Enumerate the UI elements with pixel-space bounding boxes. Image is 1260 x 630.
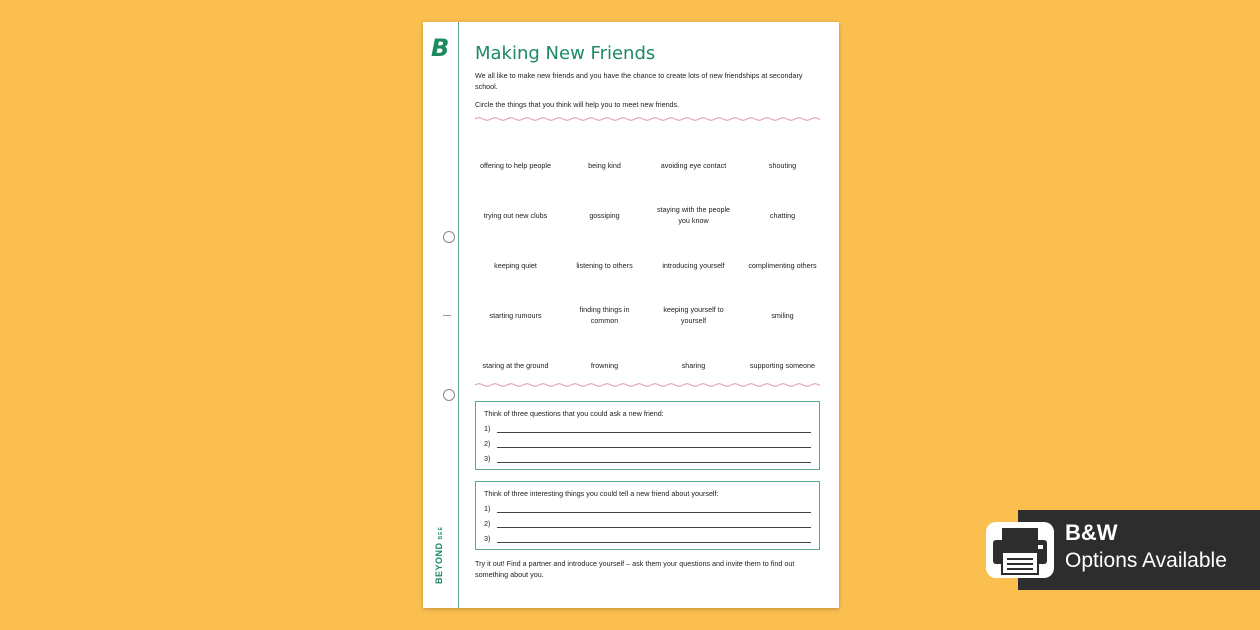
questions-box-title: Think of three questions that you could ask a new friend: bbox=[484, 409, 664, 418]
printer-icon bbox=[982, 518, 1058, 582]
word-cell[interactable]: starting rumours bbox=[489, 310, 542, 320]
word-cell[interactable]: listening to others bbox=[576, 260, 633, 270]
line-number: 1) bbox=[484, 504, 491, 513]
worksheet-page bbox=[423, 22, 839, 608]
word-cell[interactable]: finding things in common bbox=[579, 305, 630, 325]
word-cell[interactable]: gossiping bbox=[589, 210, 620, 220]
intro-text: We all like to make new friends and you have the chance to create lots of new friendships at secondary school. bbox=[475, 71, 803, 91]
word-cell[interactable]: introducing yourself bbox=[662, 260, 725, 270]
line-number: 2) bbox=[484, 439, 491, 448]
bw-options-badge bbox=[1018, 510, 1260, 590]
word-cell[interactable]: trying out new clubs bbox=[483, 210, 548, 220]
word-cell[interactable]: keeping yourself to yourself bbox=[663, 305, 724, 325]
word-cell[interactable]: being kind bbox=[588, 160, 621, 170]
word-cell[interactable]: supporting someone bbox=[749, 360, 816, 370]
instruction-text: Circle the things that you think will help you to meet new friends. bbox=[475, 100, 680, 109]
word-cell[interactable]: staring at the ground bbox=[482, 360, 549, 370]
answer-line[interactable] bbox=[484, 503, 811, 513]
brand-logo: B bbox=[431, 34, 450, 62]
word-cell[interactable]: staying with the people you know bbox=[656, 205, 731, 225]
word-cell[interactable]: shouting bbox=[768, 160, 797, 170]
facts-box-title: Think of three interesting things you could tell a new friend about yourself: bbox=[484, 489, 719, 498]
brand-wordmark: BEYONDBEE bbox=[434, 526, 444, 584]
word-cell[interactable]: avoiding eye contact bbox=[660, 160, 727, 170]
answer-line[interactable] bbox=[484, 453, 811, 463]
facts-box bbox=[475, 481, 820, 550]
word-cell[interactable]: offering to help people bbox=[479, 160, 551, 170]
wavy-divider-bottom bbox=[475, 382, 820, 388]
fold-mark bbox=[443, 315, 451, 316]
line-number: 3) bbox=[484, 534, 491, 543]
questions-box bbox=[475, 401, 820, 470]
badge-subtitle: Options Available bbox=[1065, 549, 1227, 572]
answer-line[interactable] bbox=[484, 438, 811, 448]
word-cell[interactable]: sharing bbox=[681, 360, 706, 370]
answer-line[interactable] bbox=[484, 518, 811, 528]
word-cell[interactable]: keeping quiet bbox=[494, 260, 537, 270]
line-number: 3) bbox=[484, 454, 491, 463]
margin-line bbox=[458, 22, 459, 608]
line-number: 2) bbox=[484, 519, 491, 528]
badge-title: B&W bbox=[1065, 520, 1118, 545]
punch-hole-bottom bbox=[443, 389, 455, 401]
word-cell[interactable]: smiling bbox=[771, 310, 794, 320]
word-cell[interactable]: complimenting others bbox=[748, 260, 817, 270]
answer-line[interactable] bbox=[484, 533, 811, 543]
line-number: 1) bbox=[484, 424, 491, 433]
word-cell[interactable]: frowning bbox=[590, 360, 619, 370]
word-grid bbox=[471, 140, 827, 390]
answer-line[interactable] bbox=[484, 423, 811, 433]
punch-hole-top bbox=[443, 231, 455, 243]
footer-instruction: Try it out! Find a partner and introduce yourself – ask them your questions and invite them to find out something about you. bbox=[475, 559, 795, 579]
wavy-divider-top bbox=[475, 116, 820, 122]
word-cell[interactable]: chatting bbox=[769, 210, 796, 220]
page-title: Making New Friends bbox=[475, 43, 656, 64]
